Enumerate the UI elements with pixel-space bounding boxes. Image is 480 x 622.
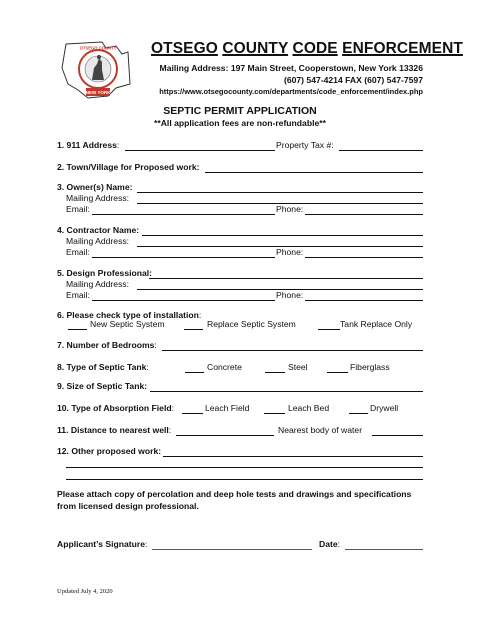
signature-colon: : [145,539,148,549]
fiberglass-checkline[interactable] [327,372,348,373]
owner-email-label: Email: [66,204,90,214]
design-phone-field[interactable] [305,300,423,301]
signature-field[interactable] [152,549,312,550]
q8-colon: : [146,362,149,372]
opt-fiberglass-label: Fiberglass [350,362,390,372]
q11-row [57,425,171,435]
title-word-1: OTSEGO [151,40,218,57]
design-email-field[interactable] [92,300,275,301]
design-professional-field[interactable] [149,278,423,279]
date-row [319,539,340,549]
opt-new-septic-label: New Septic System [90,319,165,329]
owner-phone-label: Phone: [276,204,304,214]
opt-concrete-label: Concrete [207,362,242,372]
q6-colon: : [198,310,202,320]
form-title: SEPTIC PERMIT APPLICATION [163,105,317,117]
q10-row [57,403,174,413]
owner-email-field[interactable] [92,214,275,215]
q11-label: 11. Distance to nearest well [57,425,169,435]
design-email-label: Email: [66,290,90,300]
logo-arc-text: OTSEGO COUNTY [79,45,117,51]
updated-date: Updated July 4, 2020 [57,588,113,595]
opt-leach-field-label: Leach Field [205,403,250,413]
q10-colon: : [171,403,174,413]
address-911-field[interactable] [125,150,275,151]
steel-checkline[interactable] [265,372,285,373]
title-word-3: CODE [292,40,338,57]
county-seal-logo [58,38,138,106]
contractor-email-field[interactable] [92,257,275,258]
contractor-email-label: Email: [66,247,90,257]
distance-well-field[interactable] [176,435,274,436]
q8-row [57,362,149,372]
design-phone-label: Phone: [276,290,304,300]
q1-colon: : [116,140,120,150]
nearest-water-field[interactable] [372,435,423,436]
q11-colon: : [168,425,172,435]
replace-septic-checkline[interactable] [184,329,203,330]
design-mailing-label: Mailing Address: [66,279,130,289]
signature-row [57,539,147,549]
signature-label: Applicant’s Signature [57,539,146,549]
q12-label: 12. Other proposed work: [57,446,162,456]
owner-mailing-label: Mailing Address: [66,193,130,203]
date-colon: : [337,539,341,549]
tank-size-field[interactable] [150,391,423,392]
q1-label: 1. 911 Address [57,140,117,150]
opt-tank-replace-label: Tank Replace Only [340,319,413,329]
new-septic-checkline[interactable] [68,329,87,330]
q10-label: 10. Type of Absorption Field [57,403,172,413]
date-field[interactable] [345,549,423,550]
q2-label: 2. Town/Village for Proposed work: [57,162,200,172]
phone-fax: (607) 547-4214 FAX (607) 547-7597 [283,75,423,85]
q1-row [57,140,119,150]
contractor-phone-field[interactable] [305,257,423,258]
date-label: Date [319,539,338,549]
attach-note-line2: from licensed design professional. [57,501,199,511]
fee-notice: **All application fees are non-refundable** [154,118,326,128]
contractor-phone-label: Phone: [276,247,304,257]
q7-row [57,340,157,350]
opt-drywell-label: Drywell [370,403,399,413]
contractor-mailing-label: Mailing Address: [66,236,130,246]
opt-leach-bed-label: Leach Bed [288,403,330,413]
agency-title [151,40,463,58]
leach-field-checkline[interactable] [182,413,203,414]
leach-bed-checkline[interactable] [264,413,285,414]
owner-phone-field[interactable] [305,214,423,215]
logo-banner-text: NEW YORK [85,90,111,95]
attach-note-line1: Please attach copy of percolation and deep hole tests and drawings and specifications [57,489,412,499]
mailing-address: Mailing Address: 197 Main Street, Cooperstown, New York 13326 [159,63,423,73]
q5-label: 5. Design Professional: [57,268,153,278]
q9-label: 9. Size of Septic Tank: [57,381,148,391]
q3-label: 3. Owner(s) Name: [57,182,133,192]
nearest-water-label: Nearest body of water [278,425,363,435]
title-word-4: ENFORCEMENT [342,40,463,57]
other-work-field-2[interactable] [66,467,423,468]
contractor-name-field[interactable] [142,235,423,236]
property-tax-field[interactable] [339,150,423,151]
q6-label: 6. Please check type of installation [57,310,199,320]
owner-name-field[interactable] [137,192,423,193]
opt-steel-label: Steel [288,362,308,372]
bedrooms-field[interactable] [162,350,423,351]
town-village-field[interactable] [205,172,423,173]
other-work-field-1[interactable] [163,456,423,457]
drywell-checkline[interactable] [349,413,368,414]
q8-label: 8. Type of Septic Tank [57,362,147,372]
other-work-field-3[interactable] [66,479,423,480]
website-url[interactable]: https://www.otsegocounty.com/departments/code_enforcement/index.php [159,87,423,96]
title-word-2: COUNTY [222,40,289,57]
q4-label: 4. Contractor Name: [57,225,140,235]
opt-replace-septic-label: Replace Septic System [207,319,296,329]
tank-replace-checkline[interactable] [318,329,340,330]
property-tax-label: Property Tax #: [276,140,334,150]
q7-label: 7. Number of Bedrooms [57,340,155,350]
q7-colon: : [154,340,157,350]
concrete-checkline[interactable] [185,372,204,373]
